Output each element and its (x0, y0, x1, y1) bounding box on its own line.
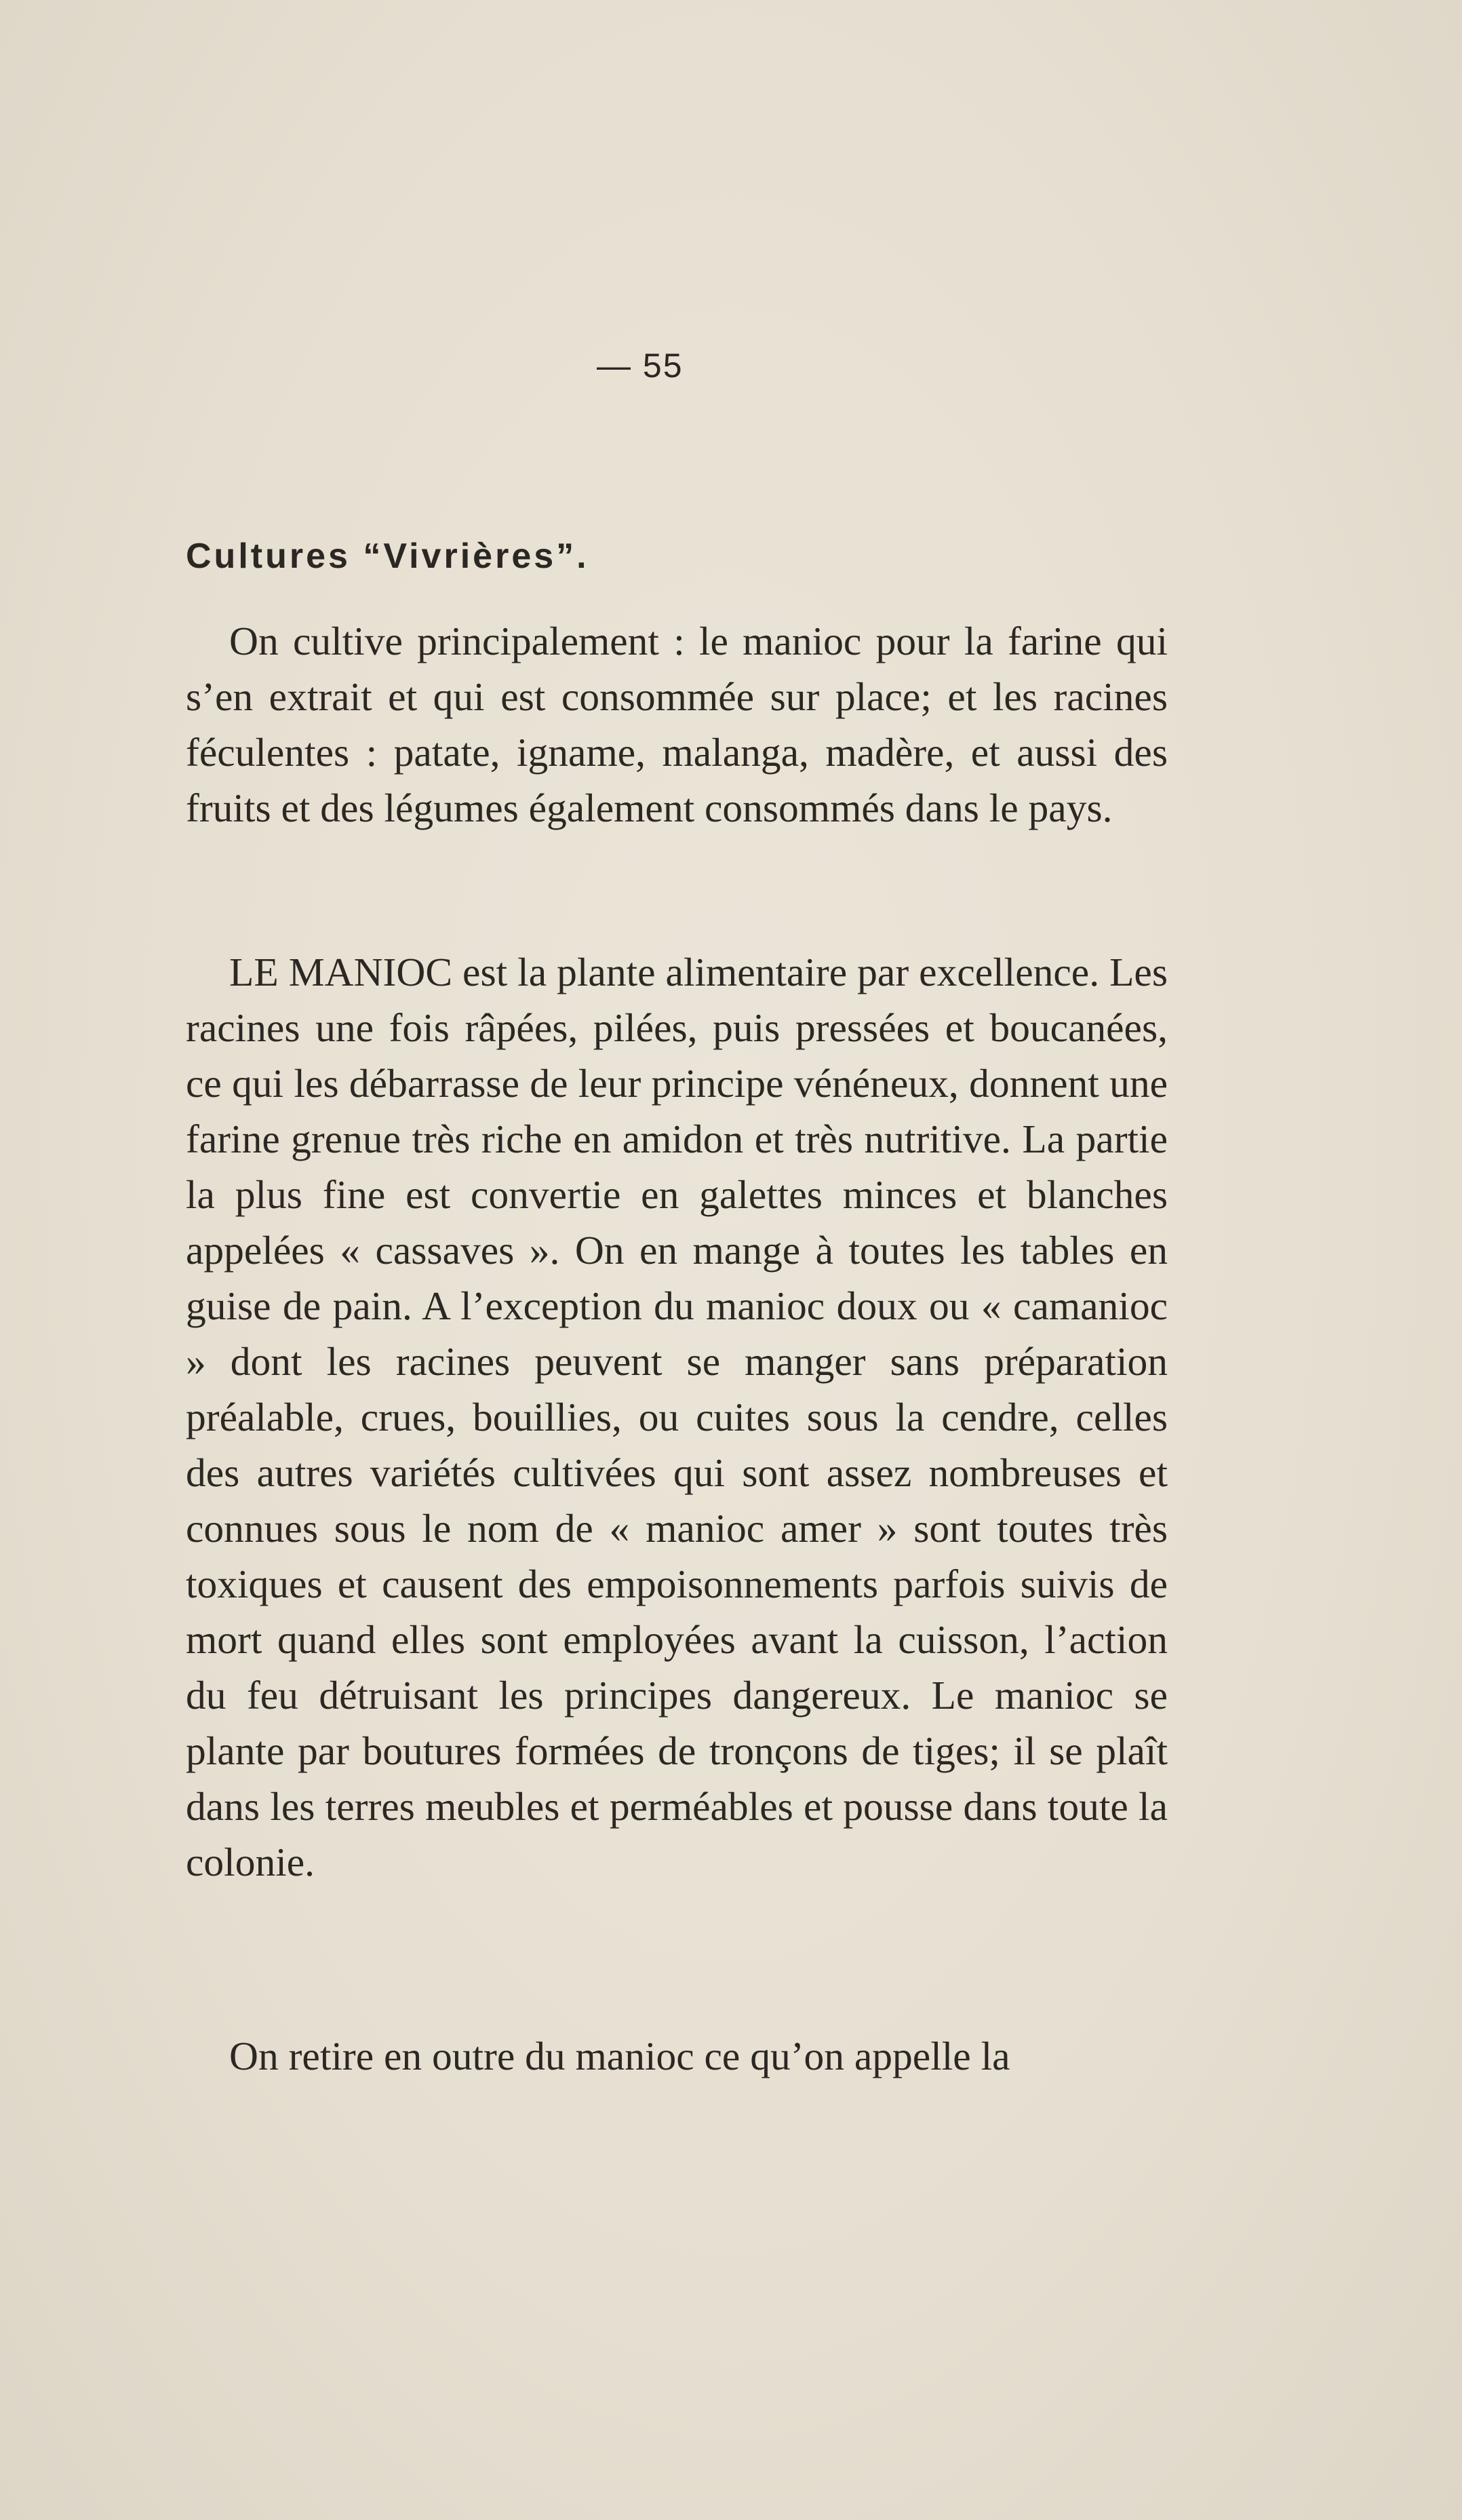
paragraph-food-crops: On cultive principalement : le manioc pour la farine qui s’en extrait et qui est consommée sur place; et les racines féculentes : patate, igname, malanga, madère, et aussi des fruits et des légumes également consommés dans le pays. (186, 619, 1168, 830)
page-number: — 55 (597, 347, 684, 385)
paragraph-continued: On retire en outre du manioc ce qu’on appelle la (229, 2034, 1010, 2078)
paragraph-manioc: LE MANIOC est la plante alimentaire par excellence. Les racines une fois râpées, pilées, puis pressées et boucanées, ce qui les débarrasse de leur principe vénéneux, donnent une farine grenue très riche en amidon et très nutritive. La partie la plus fine est convertie en galettes minces et blanches appelées « cassaves ». On en mange à toutes les tables en guise de pain. A l’exception du manioc doux ou « camanioc » dont les racines peuvent se manger sans préparation préalable, crues, bouillies, ou cuites sous la cendre, celles des autres variétés cultivées qui sont assez nombreuses et connues sous le nom de « manioc amer » sont toutes très toxiques et causent des empoisonnements parfois suivis de mort quand elles sont employées avant la cuisson, l’action du feu détruisant les principes dangereux. Le manioc se plante par boutures formées de tronçons de tiges; il se plaît dans les terres meubles et perméables et pousse dans toute la colonie. (186, 950, 1168, 1884)
section-title: Cultures “Vivrières”. (186, 537, 589, 576)
